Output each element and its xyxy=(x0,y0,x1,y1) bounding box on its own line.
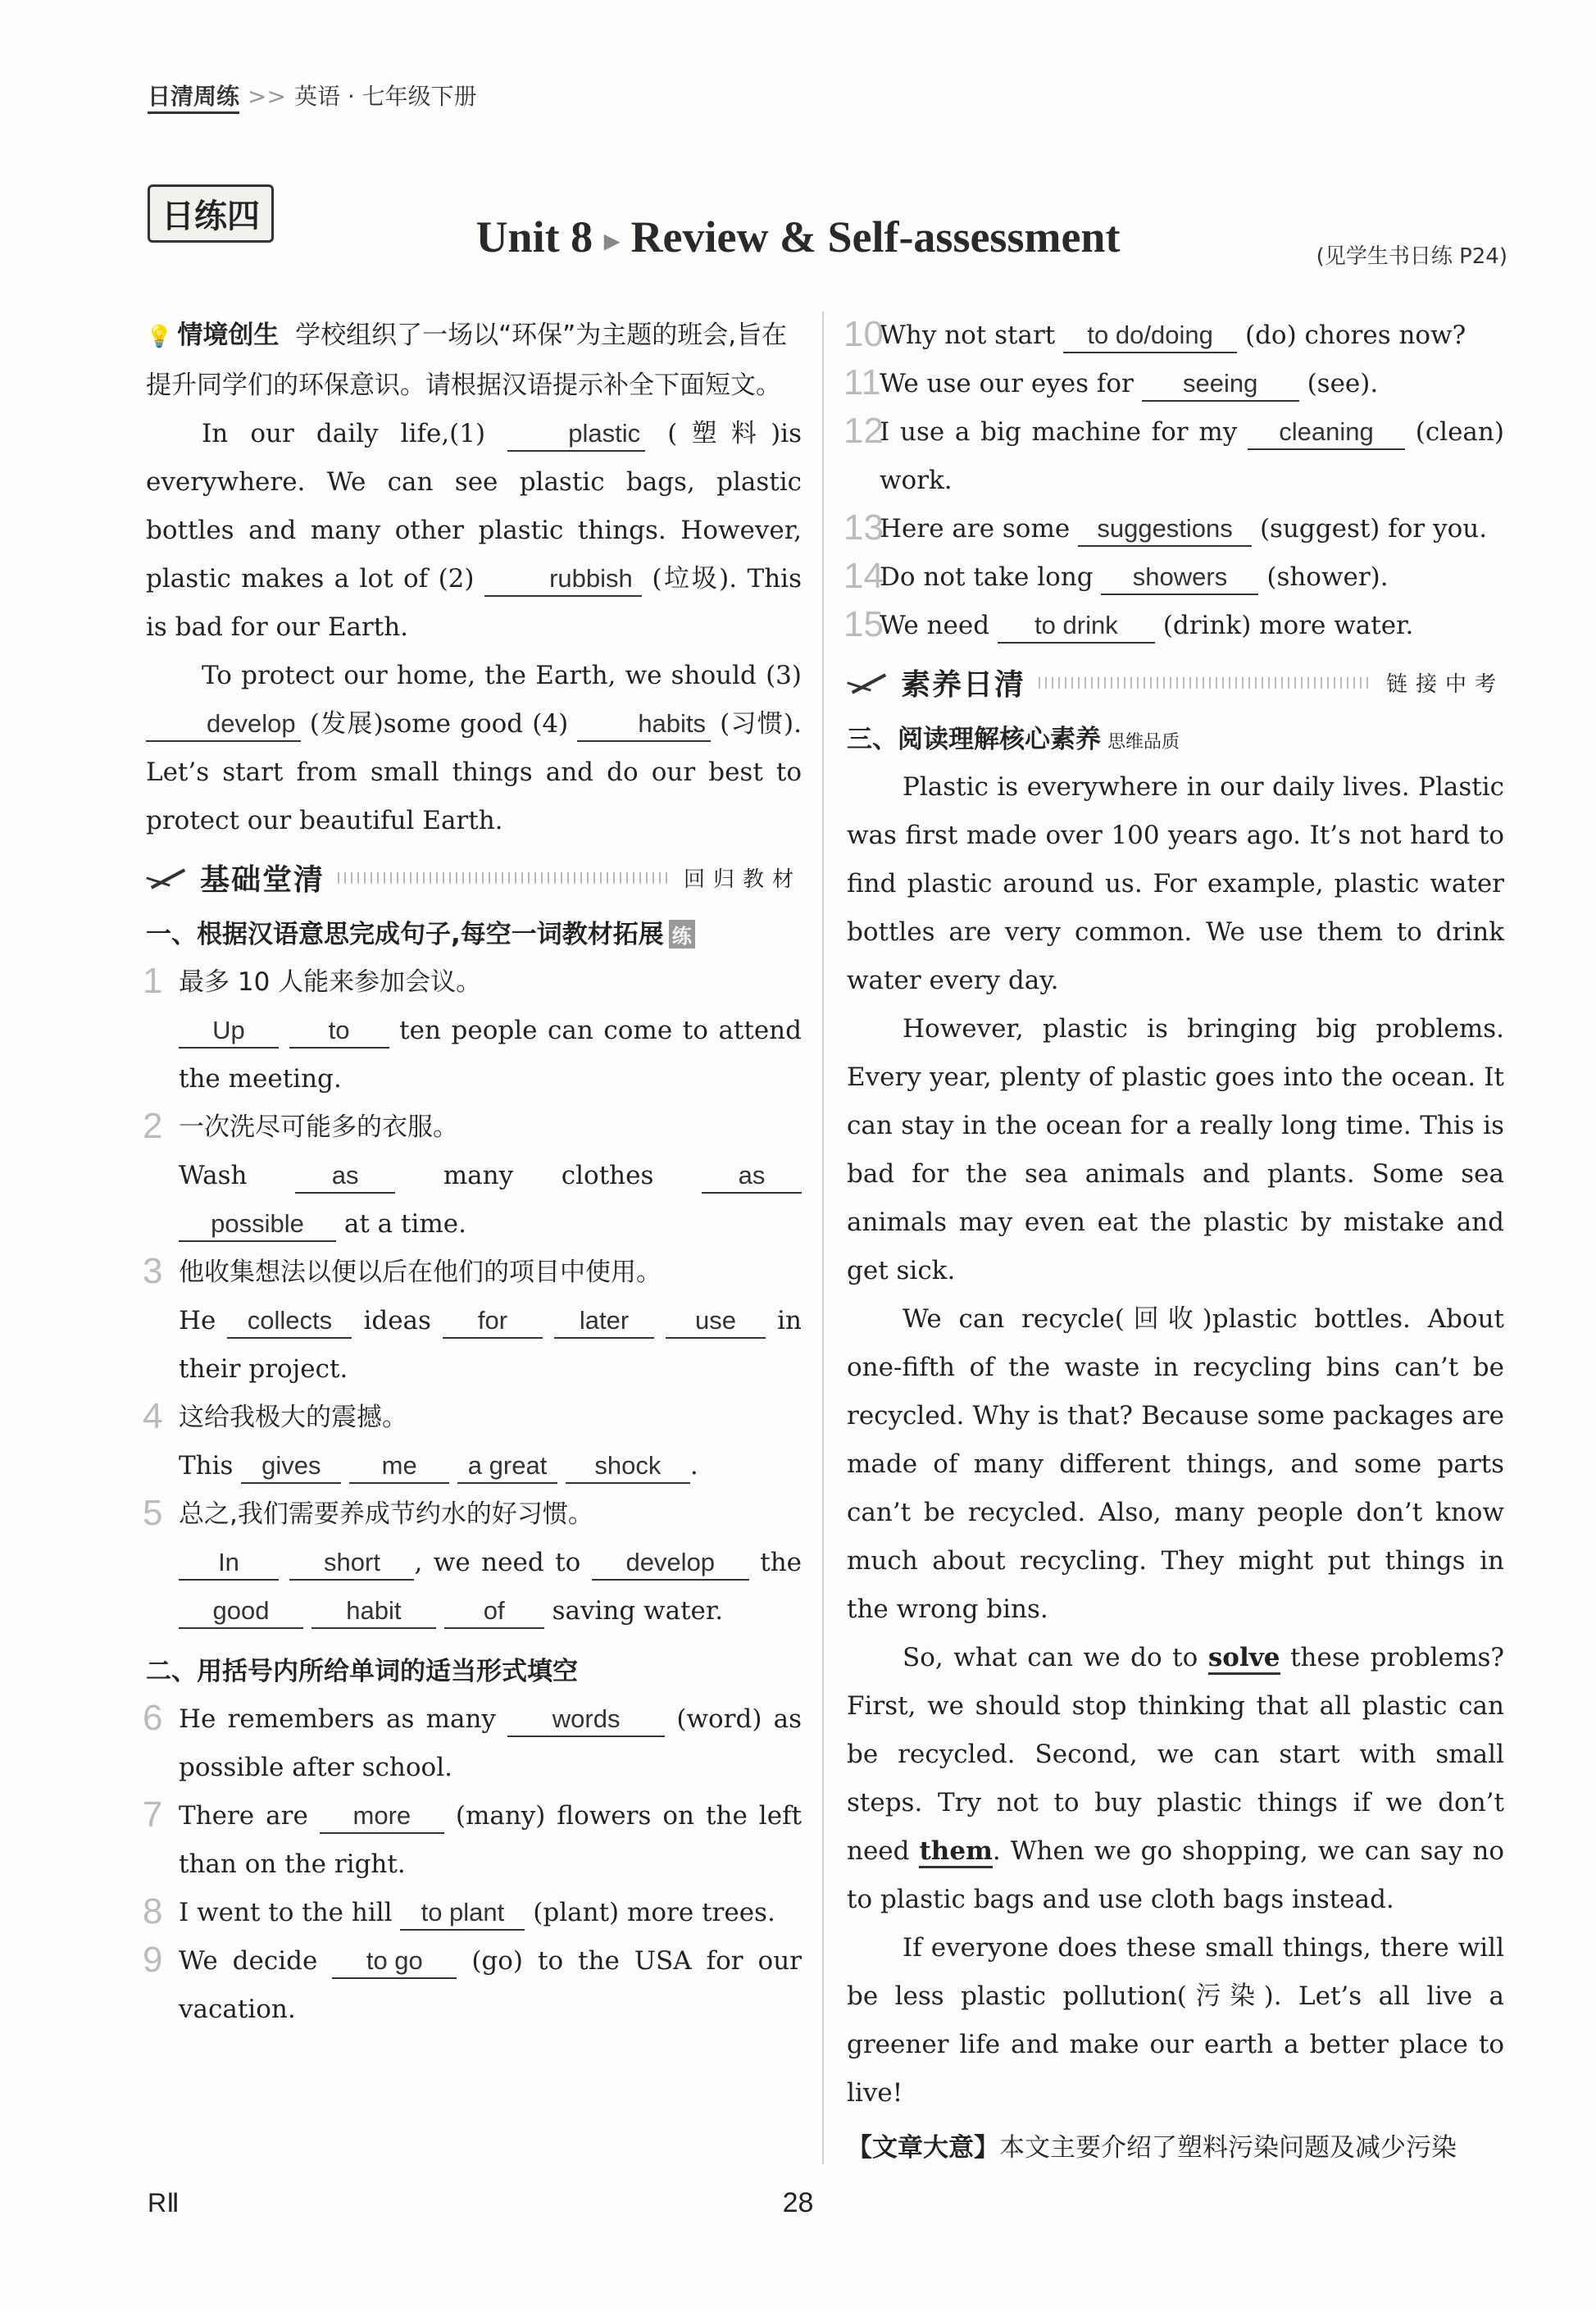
page-header xyxy=(148,79,477,111)
day-badge: 日练四 xyxy=(148,184,274,243)
section-title: 素养日清 xyxy=(901,668,1026,702)
answer-blank: to go xyxy=(332,1945,457,1979)
question-number: 9 xyxy=(143,1940,163,1980)
answer-sentence xyxy=(179,1442,802,1490)
answer-blank: as xyxy=(702,1159,802,1194)
text: We decide xyxy=(179,1946,318,1976)
part-title-text: 三、阅读理解核心素养 xyxy=(847,725,1101,754)
text: (many) flowers on the left than on the right. xyxy=(179,1801,802,1879)
text: ideas xyxy=(363,1306,431,1335)
text: In our daily life,(1) xyxy=(202,419,486,448)
answer-blank: Up xyxy=(179,1014,279,1049)
question-sentence xyxy=(880,505,1504,553)
text: I went to the hill xyxy=(179,1898,393,1927)
part-1-title xyxy=(146,913,802,950)
practice-badge: 练 xyxy=(669,920,695,949)
question-5 xyxy=(143,1490,803,1635)
question-1 xyxy=(143,958,802,1103)
chinese-prompt: 一次洗尽可能多的衣服。 xyxy=(179,1112,458,1142)
question-sentence xyxy=(880,408,1504,505)
answer-blank: a great xyxy=(457,1449,557,1484)
triangle-icon: ▶ xyxy=(604,231,620,253)
answer-blank: as xyxy=(295,1159,395,1194)
question-2 xyxy=(143,1103,802,1249)
question-number: 14 xyxy=(843,556,884,596)
question-10 xyxy=(843,312,1504,360)
text: the xyxy=(760,1548,803,1577)
answer-blank: habit xyxy=(311,1594,436,1629)
question-sentence xyxy=(179,1792,802,1889)
question-4 xyxy=(143,1394,802,1490)
part-2-title: 二、用括号内所给单词的适当形式填空 xyxy=(146,1657,578,1686)
text: (go) to the USA for our vacation. xyxy=(179,1946,803,2024)
part-subtitle: 思维品质 xyxy=(1107,732,1180,753)
question-sentence xyxy=(880,360,1504,408)
part-title-text: 一、根据汉语意思完成句子,每空一词 xyxy=(146,920,562,949)
text: (word) as possible after school. xyxy=(179,1704,802,1782)
text: So, what can we do to xyxy=(903,1643,1198,1672)
answer-blank: to do/doing xyxy=(1063,319,1237,353)
student-book-reference: (见学生书日练 P24) xyxy=(1316,244,1507,269)
answer-blank: showers xyxy=(1101,561,1258,595)
answer-blank: habits xyxy=(577,707,711,742)
chinese-prompt: 总之,我们需要养成节约水的好习惯。 xyxy=(179,1499,593,1529)
answer-blank: short xyxy=(289,1546,414,1581)
column-divider xyxy=(822,312,824,2164)
answer-blank: plastic xyxy=(507,417,645,452)
answer-blank: shock xyxy=(566,1449,690,1484)
text: Here are some xyxy=(880,514,1071,544)
text: at a time. xyxy=(343,1209,466,1239)
question-number: 13 xyxy=(843,507,884,548)
answer-blank: collects xyxy=(227,1304,352,1339)
question-number: 1 xyxy=(143,961,163,1001)
lightbulb-icon: 💡 xyxy=(146,325,173,349)
reading-paragraph-2: However, plastic is bringing big problems. Every year, plenty of plastic goes into the ocean. It can stay in the ocean for a really long time. This is bad for the sea animals and plants. Some sea animals may even eat the plastic by mistake and get sick. xyxy=(847,1014,1504,1285)
question-sentence xyxy=(880,553,1504,602)
question-14 xyxy=(843,553,1504,602)
text: saving water. xyxy=(552,1596,724,1626)
text: He remembers as many xyxy=(179,1704,496,1734)
text: , we need to xyxy=(414,1548,581,1577)
text: (习惯). Let’s start from small things and do our best to protect our beautiful Earth. xyxy=(146,709,803,835)
chinese-prompt: 最多 10 人能来参加会议。 xyxy=(179,967,482,997)
question-number: 3 xyxy=(143,1251,163,1291)
passage-paragraph-1 xyxy=(146,410,802,652)
text: To protect our home, the Earth, we should (3) xyxy=(202,661,802,690)
answer-blank: seeing xyxy=(1142,367,1299,402)
chinese-prompt: 这给我极大的震撼。 xyxy=(179,1403,407,1432)
text: many clothes xyxy=(443,1161,654,1190)
series-name: 日清周练 xyxy=(148,83,239,114)
question-sentence xyxy=(179,1937,802,2034)
question-number: 4 xyxy=(143,1396,163,1436)
left-column xyxy=(143,312,803,2034)
reading-paragraph-3: We can recycle(回收)plastic bottles. About one-fifth of the waste in recycling bins can’t be recycled. Why is that? Because some packages are made of many different things, and some parts can’t be recycled. Also, many people don’t know much about recycling. They might put things in the wrong bins. xyxy=(847,1304,1504,1624)
question-number: 11 xyxy=(843,362,881,403)
text: Do not take long xyxy=(880,562,1094,592)
text: I use a big machine for my xyxy=(880,417,1238,447)
answer-blank: rubbish xyxy=(484,562,642,597)
question-15 xyxy=(843,602,1504,650)
part-3-title xyxy=(847,718,1504,755)
answer-blank: to plant xyxy=(400,1896,525,1931)
reading-paragraph-5: If everyone does these small things, there will be less plastic pollution(污染). Let’s all live a greener life and make our earth a better place to live! xyxy=(847,1933,1504,2108)
section-tag: 回归教材 xyxy=(683,867,802,892)
text: There are xyxy=(179,1801,308,1831)
text: (drink) more water. xyxy=(1162,611,1414,640)
question-number: 8 xyxy=(143,1891,163,1931)
text: Why not start xyxy=(880,321,1056,350)
answer-blank: to xyxy=(289,1014,389,1049)
question-6 xyxy=(143,1695,802,1792)
answer-blank: me xyxy=(349,1449,449,1484)
question-number: 10 xyxy=(843,314,884,354)
question-number: 12 xyxy=(843,411,884,451)
answer-blank: to drink xyxy=(998,609,1155,644)
text: (suggest) for you. xyxy=(1259,514,1488,544)
question-11 xyxy=(843,360,1504,408)
question-sentence xyxy=(179,1889,802,1937)
question-9 xyxy=(143,1937,803,2034)
answer-blank: for xyxy=(443,1304,543,1339)
separator-icon: >> xyxy=(248,83,286,110)
text: . When we go shopping, we can say no to plastic bags and use cloth bags instead. xyxy=(847,1836,1504,1914)
text: We need xyxy=(880,611,990,640)
summary-label: 【文章大意】 xyxy=(847,2133,999,2163)
scene-label: 情境创生 xyxy=(177,321,280,350)
edition-mark: RⅡ xyxy=(148,2188,180,2218)
answer-sentence xyxy=(179,1152,802,1249)
dotted-rule xyxy=(1039,677,1373,689)
underlined-word-them: them xyxy=(919,1836,992,1868)
summary-text: 本文主要介绍了塑料污染问题及减少污染 xyxy=(999,2133,1457,2163)
article-summary xyxy=(847,2127,1504,2168)
question-number: 2 xyxy=(143,1106,163,1146)
question-sentence xyxy=(179,1695,802,1792)
answer-blank: of xyxy=(444,1594,544,1629)
pen-icon xyxy=(146,866,192,890)
reading-paragraph-4 xyxy=(847,1634,1504,1924)
underlined-word-solve: solve xyxy=(1208,1643,1280,1675)
text: (do) chores now? xyxy=(1244,321,1466,350)
answer-blank: In xyxy=(179,1546,279,1581)
text: . xyxy=(689,1451,698,1481)
answer-blank: suggestions xyxy=(1078,512,1252,547)
answer-blank: good xyxy=(179,1594,303,1629)
answer-blank: cleaning xyxy=(1248,416,1405,450)
chinese-prompt: 他收集想法以便以后在他们的项目中使用。 xyxy=(179,1258,662,1287)
reading-paragraph-1: Plastic is everywhere in our daily lives. Plastic was first made over 100 years ago. It’s not hard to find plastic around us. For example, plastic water bottles are very common. We use them to drink water every day. xyxy=(847,772,1504,995)
text: We use our eyes for xyxy=(880,369,1134,398)
text: (塑料)is everywhere. We can see plastic bags, plastic bottles and many other plastic things. However, plastic makes a lot of (2) xyxy=(146,419,803,594)
scene-intro xyxy=(146,312,802,410)
unit-number: Unit 8 xyxy=(475,212,593,262)
scene-instructions: 学校组织了一场以“环保”为主题的班会,旨在提升同学们的环保意识。请根据汉语提示补全下面短文。 xyxy=(146,321,788,400)
answer-blank: later xyxy=(554,1304,654,1339)
question-number: 5 xyxy=(143,1493,163,1533)
section-title: 基础堂清 xyxy=(200,863,325,897)
answer-blank: words xyxy=(507,1703,665,1737)
answer-sentence xyxy=(179,1539,802,1635)
dotted-rule xyxy=(338,872,671,884)
question-8 xyxy=(143,1889,802,1937)
text: This xyxy=(179,1451,234,1481)
question-12 xyxy=(843,408,1504,505)
answer-sentence xyxy=(179,1297,802,1394)
answer-blank: develop xyxy=(146,707,301,742)
text: (see). xyxy=(1307,369,1379,398)
right-column xyxy=(843,312,1504,2168)
answer-blank: use xyxy=(666,1304,766,1339)
question-sentence xyxy=(880,602,1504,650)
answer-sentence xyxy=(179,1007,802,1103)
pen-icon xyxy=(847,671,893,695)
text: He xyxy=(179,1306,216,1335)
passage-paragraph-2 xyxy=(146,652,802,845)
answer-blank: possible xyxy=(179,1208,336,1242)
answer-blank: develop xyxy=(592,1546,749,1581)
question-7 xyxy=(143,1792,802,1889)
section-basics-header xyxy=(146,857,802,898)
answer-blank: gives xyxy=(241,1449,341,1484)
section-tag: 链接中考 xyxy=(1385,672,1504,697)
section-literacy-header xyxy=(847,662,1504,703)
text: (垃圾). This is bad for our Earth. xyxy=(146,564,802,642)
unit-name: Review & Self-assessment xyxy=(630,212,1121,262)
text: (shower). xyxy=(1266,562,1389,592)
text: ten people can come to attend the meeting. xyxy=(179,1016,802,1094)
answer-blank: more xyxy=(320,1799,444,1834)
question-sentence xyxy=(880,312,1504,360)
text: Wash xyxy=(179,1161,248,1190)
question-number: 7 xyxy=(143,1795,163,1835)
subject-label: 英语 · 七年级下册 xyxy=(293,83,477,110)
text: (plant) more trees. xyxy=(533,1898,775,1927)
text: in their project. xyxy=(179,1306,802,1384)
page-number: 28 xyxy=(782,2187,814,2218)
textbook-extension-label: 教材拓展 xyxy=(562,920,664,949)
text: these problems? First, we should stop thinking that all plastic can be recycled. Second, we can start with small steps. Try not to buy plastic things if we don’t need xyxy=(847,1643,1504,1866)
question-number: 15 xyxy=(843,604,884,644)
question-13 xyxy=(843,505,1504,553)
text: (clean) work. xyxy=(880,417,1504,495)
question-number: 6 xyxy=(143,1698,163,1738)
text: (发展)some good (4) xyxy=(309,709,569,739)
question-3 xyxy=(143,1249,802,1394)
